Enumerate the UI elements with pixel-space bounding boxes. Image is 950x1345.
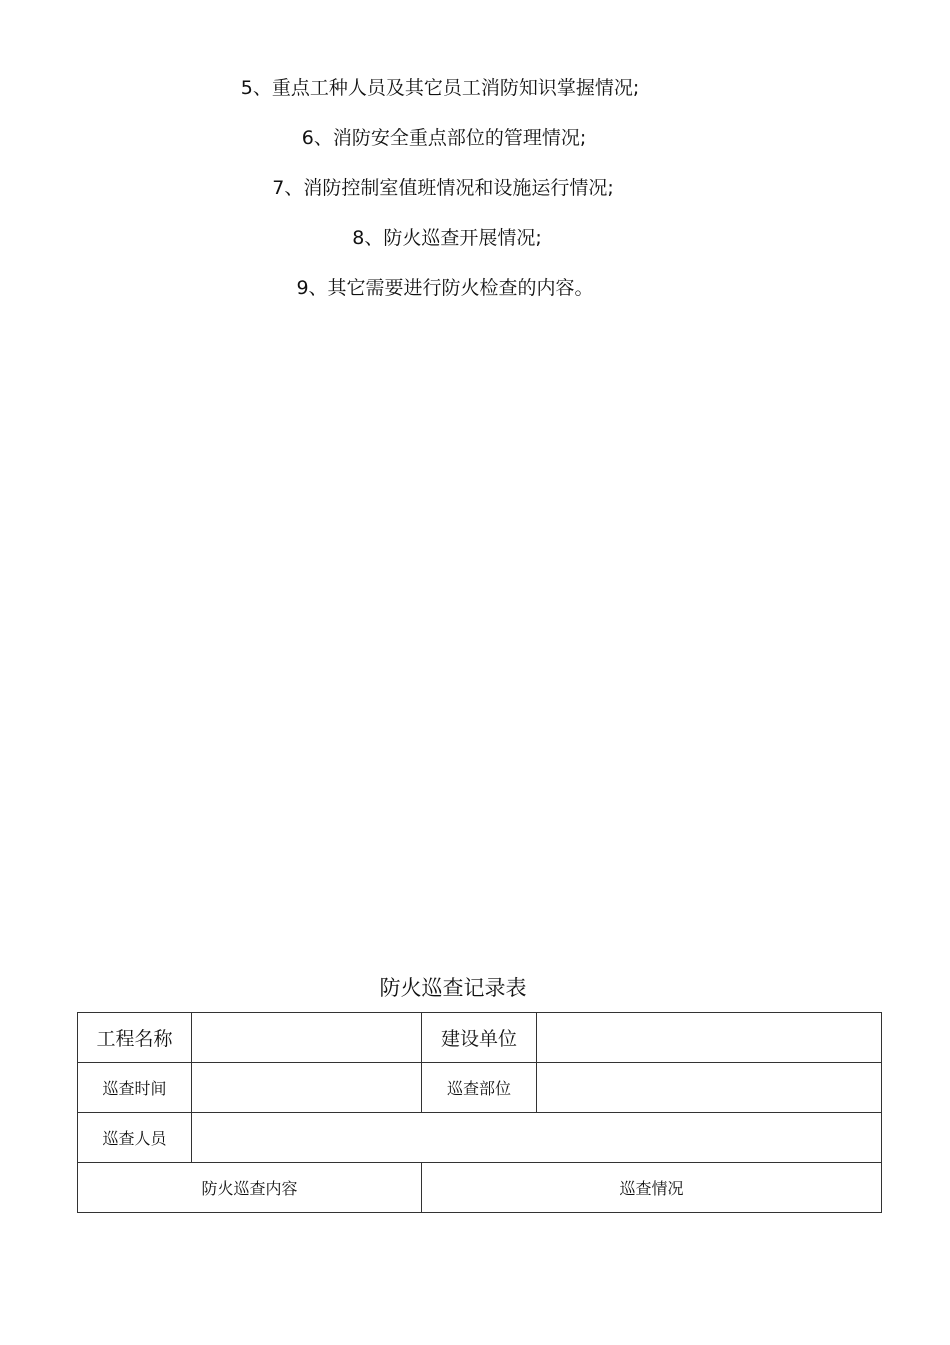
patrol-time-field[interactable] [192,1063,422,1113]
project-name-label: 工程名称 [78,1013,192,1063]
fire-patrol-record-table [77,1012,882,1213]
builder-field[interactable] [537,1013,882,1063]
patrol-content-header: 防火巡查内容 [78,1163,422,1213]
table-row [78,1113,882,1163]
builder-label: 建设单位 [422,1013,537,1063]
table-row [78,1013,882,1063]
list-item: 6、消防安全重点部位的管理情况; [301,127,587,149]
patrol-time-label: 巡查时间 [78,1063,192,1113]
patrol-personnel-field[interactable] [192,1113,882,1163]
table-row [78,1063,882,1113]
patrol-location-field[interactable] [537,1063,882,1113]
form-title: 防火巡查记录表 [379,976,527,1000]
list-item: 9、其它需要进行防火检查的内容。 [296,277,594,299]
table-row [78,1163,882,1213]
project-name-field[interactable] [192,1013,422,1063]
patrol-personnel-label: 巡查人员 [78,1113,192,1163]
list-item: 8、防火巡查开展情况; [352,227,542,249]
patrol-location-label: 巡查部位 [422,1063,537,1113]
list-item: 7、消防控制室值班情况和设施运行情况; [272,177,614,199]
list-item: 5、重点工种人员及其它员工消防知识掌握情况; [240,77,640,99]
patrol-status-header: 巡查情况 [422,1163,882,1213]
